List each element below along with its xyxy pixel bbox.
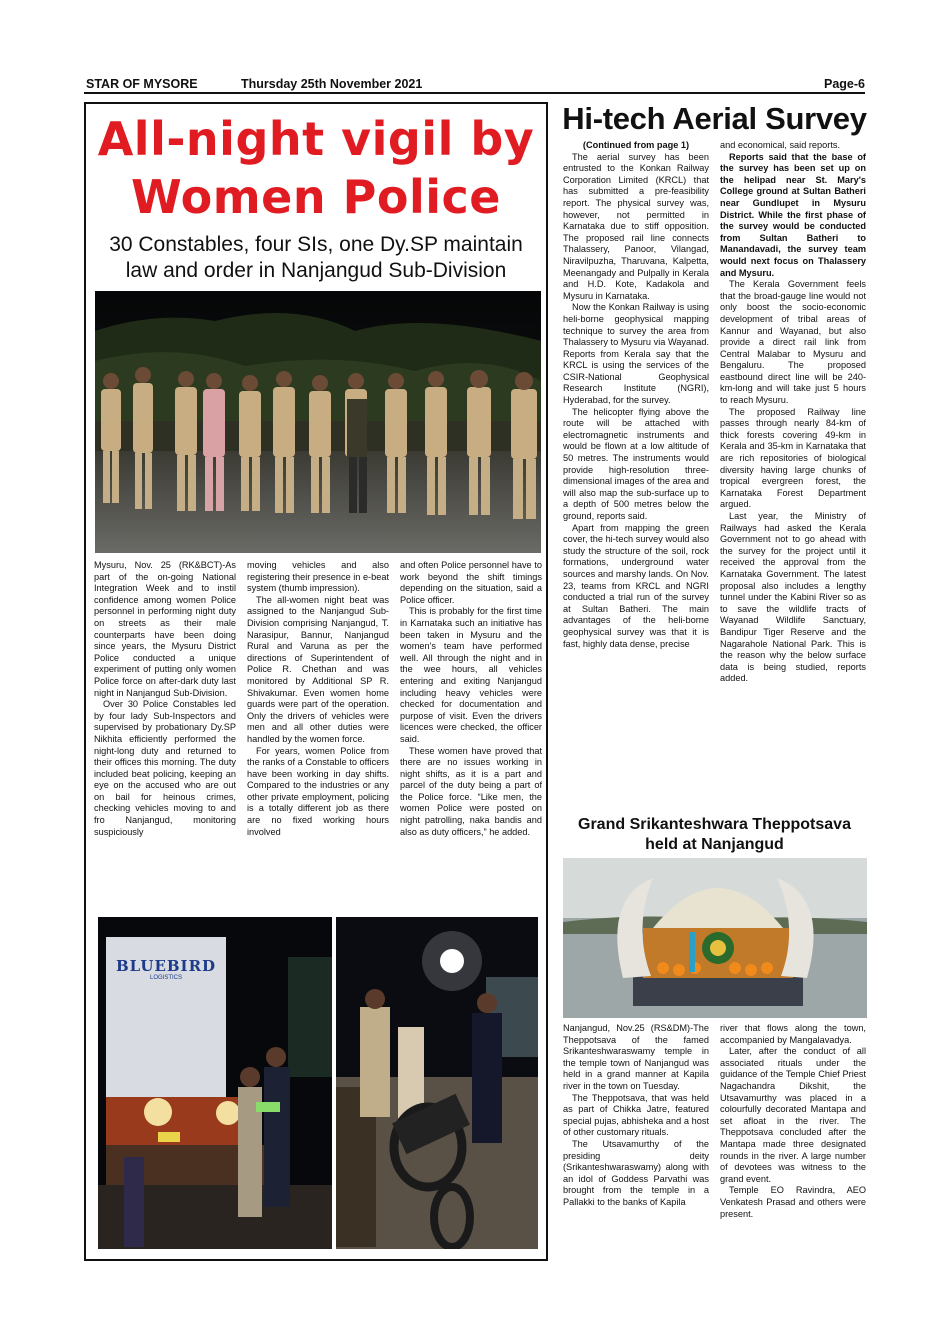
paragraph: The Utsavamurthy of the presiding deity (Srikanteshwaraswamy) along with an idol of Goddess Parvathi was brought from the temple in a Pallakki to the banks of Kapila [563,1138,709,1207]
theppotsava-photo [563,858,867,1018]
paragraph: moving vehicles and also registering their presence in e-beat system (thumb impression). [247,560,389,594]
paragraph: and often Police personnel have to work beyond the shift timings depending on the situation, said a Police officer. [400,560,542,605]
story2-column-1 [563,140,709,808]
story1-column-2 [247,560,389,912]
paragraph: Temple EO Ravindra, AEO Venkatesh Prasad and others were present. [720,1185,866,1219]
paragraph: For years, women Police from the ranks of a Constable to officers have been working in day shifts. Compared to the industries or any other private employment, policing is a totally different job as there are no fixed working hours involved [247,745,389,837]
paragraph: Later, after the conduct of all associated rituals under the guidance of the Temple Chief Priest Nagachandra Dikshit, the Utsavamurthy was placed in a colourfully decorated Mantapa and set afloat in the river. The Theppotsava concluded after the Mantapa made three designated rounds in the river. A large number of devotees was witness to the grand event. [720,1046,866,1184]
headline-women-police [88,110,544,226]
women-police-group-photo [95,291,541,553]
paper-name: STAR OF MYSORE [86,77,198,91]
page-number: Page-6 [824,77,865,91]
headline-line-2: held at Nanjangud [645,836,784,853]
paragraph: The aerial survey has been entrusted to the Konkan Railway Corporation Limited (KRCL) that has submitted a pre-feasibility report. The physical survey was, however, not permitted in Karnataka due to stiff opposition. The proposed rail line connects Thalassery, Panoor, Vilangad, Niravilpuzha, Tharuvana, Kalpetta, Meenangady and Pulpally in Kerala and H.D. Kote, Kadakola and Mysuru in Karnataka. [563,151,709,301]
paragraph: Over 30 Police Constables led by four lady Sub-Inspectors and supervised by probationary Dy.SP Nikhita efficiently performed the night-long duty and returned to their offices this morning. The duty included beat policing, keeping an eye on the accused who are out on bail for heinous crimes, checking vehicles moving to and fro Nanjangud, monitoring suspiciously [94,699,236,837]
continued-note: (Continued from page 1) [582,140,690,150]
masthead-rule [84,92,865,94]
subhead-line-1: 30 Constables, four SIs, one Dy.SP maintain [109,233,523,256]
paragraph: The Kerala Government feels that the broad-gauge line would not only boost the socio-economic development of tribal areas of Kannur and Wayanad, but also provide a direct rail link from Central Malabar to Mysuru and Bengaluru. The proposed eastbound direct line will be 240-km-long and will take just 5 hours to reach Mysuru. [720,279,866,406]
headline-theppotsava [562,815,867,855]
paragraph: Apart from mapping the green cover, the hi-tech survey would also study the structure of the soil, rock formations, underground water sources and marshy lands. On Nov. 23, teams from KRCL and NGRI conducted a trial run of the survey at Sultan Batheri. The main advantages of the heli-borne geophysical survey was that it is fast, highly data dense, precise [563,522,709,649]
paragraph: The helicopter flying above the route will be attached with electromagnetic instruments and would be flown at a low altitude of 50 metres. The instruments would provide high-resolution three-dimensional images of the area and will also map the sub-surface up to a depth of 500 metres below the ground, reports said. [563,406,709,521]
paragraph: river that flows along the town, accompanied by Mangalavadya. [720,1023,866,1045]
paragraph: This is probably for the first time in Karnataka such an initiative has been taken in Mysuru and the women's team have performed well. All through the night and in the wee hours, all vehicles entering and exiting Nanjangud including heavy vehicles were checked for documentation and purpose of visit. Even the drivers licences were checked, the officer said. [400,606,542,744]
story3-column-1 [563,1023,709,1263]
paragraph: The all-women night beat was assigned to the Nanjangud Sub-Division comprising Nanjangud, T. Narasipur, Bannur, Nanjangud Rural and Varuna as per the directions of Superintendent of Police R. Chethan and was monitored by Additional SP R. Shivakumar. Even women home guards were part of the operation. Only the drivers of vehicles were men and all other duties were handled by the women force. [247,594,389,744]
paragraph: Reports said that the base of the survey has been set up on the helipad near St. Mary's College ground at Sultan Batheri near Gundlupet in Mysuru District. While the first phase of the survey would be conducted from Sultan Batheri to Manandavadi, the survey team would next focus on Thalassery and Mysuru. [720,151,866,278]
headline-line-1: Grand Srikanteshwara Theppotsava [578,816,851,833]
paragraph: Last year, the Ministry of Railways had asked the Kerala Government not to go ahead with the survey for the project until it received the approval from the Karnataka Government. The latest proposal also includes a lengthy tunnel under the Kabini River so as to save the wildlife tracts of Wayanad Wildlife Sanctuary, Bandipur Tiger Reserve and the Nagarahole National Park. This is the reason why the below surface data is being studied, reports added. [720,511,866,684]
paragraph: The Theppotsava, that was held as part of Chikka Jatre, featured special pujas, abhisheka and a host of other customary rituals. [563,1092,709,1138]
paragraph: Now the Konkan Railway is using heli-borne geophysical mapping technique to survey the area from Thalassery to Mysuru via Wayanad. Reports from Kerala say that the KRCL is using the services of the CSIR-National Geophysical Research Institute (NGRI), Hyderabad, for the survey. [563,302,709,406]
vehicle-check-photo [98,917,332,1249]
truck-logo-sub: LOGISTICS [149,975,182,981]
story1-column-3 [400,560,542,912]
night-patrol-photo [336,917,538,1249]
subheadline [88,232,544,284]
story1-column-1 [94,560,236,912]
headline-line-1: All-night vigil by [97,112,535,166]
issue-date: Thursday 25th November 2021 [241,77,423,91]
paragraph: Mysuru, Nov. 25 (RK&BCT)-As part of the on-going National Integration Week and to instil confidence among women Police personnel in performing night duty on streets as their male counterparts have been doing since years, the Mysuru District Police conducted a unique experiment of putting only women Police force on after-dark duty last night in Nanjangud Sub-Division. [94,560,236,698]
paragraph: These women have proved that there are no issues working in night shifts, as it is a part and parcel of the duty being a part of the Police force. “Like men, the women Police were posted on night patrolling, naka bandis and also as duty officers,” he added. [400,745,542,837]
paragraph: Nanjangud, Nov.25 (RS&DM)-The Theppotsava of the famed Srikanteshwaraswamy temple in the temple town of Nanjangud was held in a grand manner at Kapila river in the town on Tuesday. [563,1023,709,1091]
headline-line-2: Women Police [131,170,501,224]
headline-aerial-survey: Hi-tech Aerial Survey [562,101,867,136]
story2-column-2 [720,140,866,812]
truck-logo: BLUEBIRD [115,957,217,975]
paragraph: and economical, said reports. [720,140,841,150]
subhead-line-2: law and order in Nanjangud Sub-Division [125,259,507,282]
story3-column-2 [720,1023,866,1263]
paragraph: The proposed Railway line passes through nearly 84-km of thick forests covering 49-km in Kerala and 35-km in Karnataka that are rich repositories of biological diversity having large chunks of tropical evergreen forest, the Karnataka Forest Department argued. [720,406,866,510]
